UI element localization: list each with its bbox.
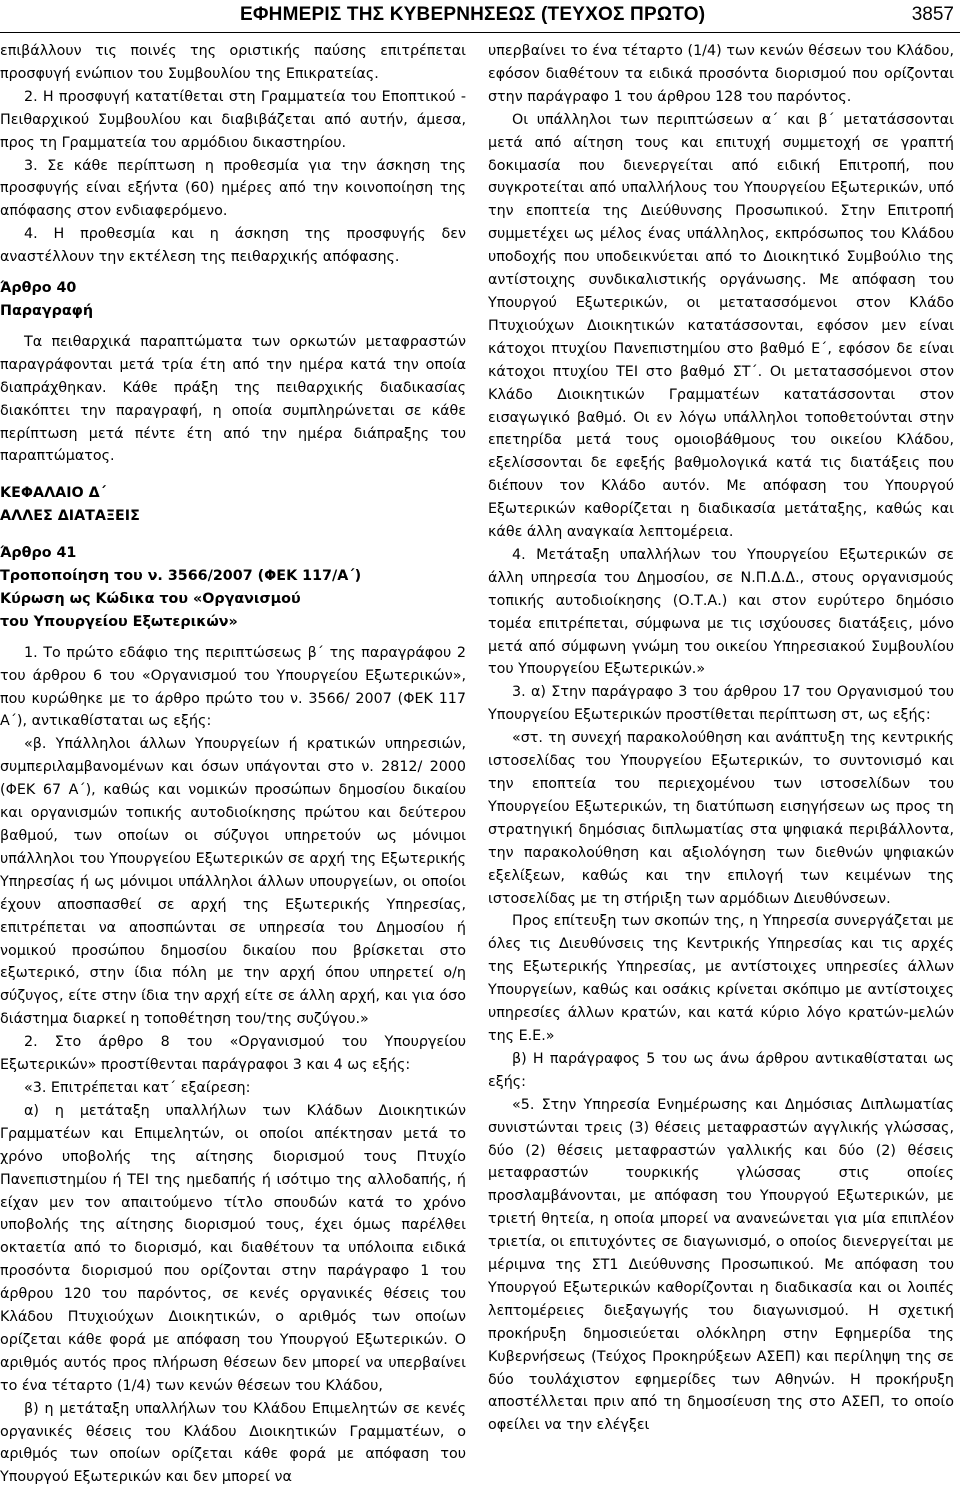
article-40-title: Παραγραφή <box>0 302 93 319</box>
paragraph: Οι υπάλληλοι των περιπτώσεων α΄ και β΄ μετατάσσονται μετά από αίτηση τους και επιτυχή συμμετοχή σε γραπτή δοκιμασία που διενεργείται από ειδική Επιτροπή, που συγκροτείται από υπαλλήλους του Υπουργείου Εξωτερικών, υπό την εποπτεία της Διεύθυνσης Προσωπικού. Στην Επιτροπή συμμετέχει ως μέλος ένας υπάλληλος, εκπρόσωπος του Κλάδου υποδοχής που υποδεικνύεται από το Διοικητικό Συμβούλιο της αντίστοιχης συνδικαλιστικής οργάνωσης. Με απόφαση του Υπουργού Εξωτερικών, οι μετατασσόμενοι στον Κλάδο Πτυχιούχων Διοικητικών κατατάσσονται, εφόσον μεν είναι κάτοχοι πτυχίου Πανεπιστημίου στο βαθμό Ε΄, εφόσον δε είναι κάτοχοι πτυχίου ΤΕΙ στο βαθμό ΣΤ΄. Οι μετατασσόμενοι στον Κλάδο Διοικητικών Γραμματέων κατατάσσονται στον εισαγωγικό βαθμό. Οι εν λόγω υπάλληλοι τοποθετούνται στην επετηρίδα μετά τους ομοιοβάθμους του οικείου Κλάδου, εξελίσσονται δε εφεξής βαθμολογικά κατά τις διατάξεις που διέπουν τον Κλάδο αυτόν. Με απόφαση του Υπουργού Εξωτερικών καθορίζεται η διαδικασία μετάταξης, καθώς και κάθε άλλη αναγκαία λεπτομέρεια. <box>488 111 954 541</box>
article-41-number: Άρθρο 41 <box>0 545 77 562</box>
left-column <box>0 40 466 1489</box>
right-column <box>488 40 954 1437</box>
paragraph: επιβάλλουν τις ποινές της οριστικής παύσης επιτρέπεται προσφυγή ενώπιον του Συμβουλίου της Επικρατείας. <box>0 43 466 82</box>
article-41-title-line-3: του Υπουργείου Εξωτερικών» <box>0 613 238 630</box>
paragraph: «3. Επιτρέπεται κατ΄ εξαίρεση: <box>24 1079 251 1096</box>
paragraph: 4. Η προθεσμία και η άσκηση της προσφυγής δεν αναστέλλουν την εκτέλεση της πειθαρχικής απόφασης. <box>0 226 466 266</box>
paragraph: Προς επίτευξη των σκοπών της, η Υπηρεσία συνεργάζεται με όλες τις Διευθύνσεις της Κεντρικής Υπηρεσίας και τις αρχές της Εξωτερικής Υπηρεσίας, με αντίστοιχες υπηρεσίες άλλων Υπουργείων, καθώς και οσάκις κρίνεται σκόπιμο με αντίστοιχες υπηρεσίες άλλων κρατών, και κατά κύριο λόγο κρατών-μελών της Ε.Ε.» <box>488 913 954 1044</box>
page-number: 3857 <box>911 4 954 25</box>
paragraph: 3. α) Στην παράγραφο 3 του άρθρου 17 του Οργανισμού του Υπουργείου Εξωτερικών προστίθεται περίπτωση στ, ως εξής: <box>488 684 954 724</box>
article-40-number: Άρθρο 40 <box>0 280 77 297</box>
paragraph: «β. Υπάλληλοι άλλων Υπουργείων ή κρατικών υπηρεσιών, συμπεριλαμβανομένων και όσων υπάγονται στο ν. 2812/ 2000 (ΦΕΚ 67 Α΄), καθώς και νομικών προσώπων δημοσίου δικαίου και οργανισμών τοπικής αυτοδιοίκησης πρώτου και δεύτερου βαθμού, των οποίων οι σύζυγοι υπηρετούν ως μόνιμοι υπάλληλοι του Υπουργείου Εξωτερικών σε αρχή της Εξωτερικής Υπηρεσίας ή ως μόνιμοι υπάλληλοι άλλων υπουργείων, οι οποίοι έχουν αποσπασθεί σε αρχή της Εξωτερικής Υπηρεσίας, επιτρέπεται να αποσπώνται σε υπηρεσία του Δημοσίου ή νομικού προσώπου δημοσίου δικαίου που βρίσκεται στο εξωτερικό, στην ίδια πόλη με την αρχή όπου υπηρετεί ο/η σύζυγος, είτε στην ίδια την αρχή είτε σε άλλη αρχή, και για όσο διάστημα διαρκεί η τοποθέτηση του/της συζύγου.» <box>0 736 466 1028</box>
gazette-title: ΕΦΗΜΕΡΙΣ ΤΗΣ ΚΥΒΕΡΝΗΣΕΩΣ (ΤΕΥΧΟΣ ΠΡΩΤΟ) <box>240 4 706 25</box>
paragraph: 2. Η προσφυγή κατατίθεται στη Γραμματεία του Εποπτικού - Πειθαρχικού Συμβουλίου και διαβιβάζεται από αυτήν, άμεσα, προς τη Γραμματεία του αρμόδιου δικαστηρίου. <box>0 88 466 151</box>
paragraph: «5. Στην Υπηρεσία Ενημέρωσης και Δημόσιας Διπλωματίας συνιστώνται τρεις (3) θέσεις μεταφραστών αγγλικής γλώσσας, δύο (2) θέσεις μεταφραστών γαλλικής και δύο (2) θέσεις μεταφραστών τουρκικής γλώσσας στις οποίες προσλαμβάνονται, με απόφαση του Υπουργού Εξωτερικών, με τριετή θητεία, η οποία μπορεί να ανανεώνεται για μία επιπλέον τριετία, οι επιτυχόντες σε διαγωνισμό, ο οποίος διενεργείται με μέριμνα της ΣΤ1 Διεύθυνσης Προσωπικού. Με απόφαση του Υπουργού Εξωτερικών καθορίζονται η διαδικασία και οι λοιπές λεπτομέρειες διεξαγωγής του διαγωνισμού. Η σχετική προκήρυξη δημοσιεύεται ολόκληρη στην Εφημερίδα της Κυβερνήσεως (Τεύχος Προκηρύξεων ΑΣΕΠ) και περίληψη της σε δύο τουλάχιστον εφημερίδες των Αθηνών. Η προκήρυξη αποστέλλεται πριν από τη δημοσίευση της στο ΑΣΕΠ, το οποίο οφείλει να την ελέγξει <box>488 1096 954 1434</box>
page-header <box>0 0 960 40</box>
paragraph: 3. Σε κάθε περίπτωση η προθεσμία για την άσκηση της προσφυγής είναι εξήντα (60) ημέρες από την κοινοποίηση της απόφασης στον ενδιαφερόμενο. <box>0 157 466 220</box>
header-rule <box>0 32 960 33</box>
paragraph: β) η μετάταξη υπαλλήλων του Κλάδου Επιμελητών σε κενές οργανικές θέσεις του Κλάδου Διοικητικών Γραμματέων, ο αριθμός των οποίων ορίζεται κάθε φορά με απόφαση του Υπουργού Εξωτερικών και δεν μπορεί να <box>0 1400 466 1486</box>
article-41-title-line-2: Κύρωση ως Κώδικα του «Οργανισμού <box>0 590 301 607</box>
paragraph: «στ. τη συνεχή παρακολούθηση και ανάπτυξη της κεντρικής ιστοσελίδας του Υπουργείου Εξωτερικών, το συντονισμό και την εποπτεία του περιεχομένου των ιστοσελίδων του Υπουργείου Εξωτερικών, τη διατύπωση εισηγήσεων ως προς τη στρατηγική δημόσιας διπλωματίας στα ψηφιακά περιβάλλοντα, την παρακολούθηση και αξιολόγηση των διεθνών ψηφιακών εξελίξεων, καθώς και την επιλογή των κειμένων της ιστοσελίδας με τη στήριξη των αρμόδιων Διευθύνσεων. <box>488 730 954 907</box>
paragraph: α) η μετάταξη υπαλλήλων των Κλάδων Διοικητικών Γραμματέων και Επιμελητών, οι οποίοι απέκτησαν μετά το χρόνο υποβολής της αίτησης διορισμού τους Πτυχίο Πανεπιστημίου ή ΤΕΙ της ημεδαπής ή ισότιμο της αλλοδαπής, ή είχαν μεν τον απαιτούμενο τίτλο σπουδών κατά το χρόνο υποβολής της αίτησης διορισμού τους, έχει όμως παρέλθει οκταετία από το διορισμό, και διαθέτουν τα υπόλοιπα ειδικά προσόντα διορισμού που ορίζονται στην παράγραφο 1 του άρθρου 120 του παρόντος, σε κενές οργανικές θέσεις του Κλάδου Πτυχιούχων Διοικητικών, ο αριθμός των οποίων ορίζεται κάθε φορά με απόφαση του Υπουργού Εξωτερικών. Ο αριθμός αυτός προς πλήρωση θέσεων δεν μπορεί να υπερβαίνει το ένα τέταρτο (1/4) των κενών θέσεων του Κλάδου, <box>0 1102 466 1394</box>
article-41-title-line-1: Τροποποίηση του ν. 3566/2007 (ΦΕΚ 117/Α΄) <box>0 568 362 585</box>
paragraph: Τα πειθαρχικά παραπτώματα των ορκωτών μεταφραστών παραγράφονται μετά τρία έτη από την ημέρα κατά την οποία διαπράχθηκαν. Κάθε πράξη της πειθαρχικής διαδικασίας διακόπτει την παραγραφή, η οποία συμπληρώνεται σε κάθε περίπτωση μετά πέντε έτη από την ημέρα διάπραξης του παραπτώματος. <box>0 333 466 465</box>
paragraph: 2. Στο άρθρο 8 του «Οργανισμού του Υπουργείου Εξωτερικών» προστίθενται παράγραφοι 3 και 4 ως εξής: <box>0 1034 466 1074</box>
chapter-title: ΑΛΛΕΣ ΔΙΑΤΑΞΕΙΣ <box>0 508 140 525</box>
paragraph: β) Η παράγραφος 5 του ως άνω άρθρου αντικαθίσταται ως εξής: <box>488 1050 954 1090</box>
paragraph: 1. Το πρώτο εδάφιο της περιπτώσεως β΄ της παραγράφου 2 του άρθρου 6 του «Οργανισμού του Υπουργείου Εξωτερικών», που κυρώθηκε με το άρθρο πρώτο του ν. 3566/ 2007 (ΦΕΚ 117 Α΄), αντικαθίσταται ως εξής: <box>0 644 466 730</box>
paragraph: υπερβαίνει το ένα τέταρτο (1/4) των κενών θέσεων του Κλάδου, εφόσον διαθέτουν τα ειδικά προσόντα διορισμού που ορίζονται στην παράγραφο 1 του άρθρου 128 του παρόντος. <box>488 43 954 105</box>
paragraph: 4. Μετάταξη υπαλλήλων του Υπουργείου Εξωτερικών σε άλλη υπηρεσία του Δημοσίου, σε Ν.Π.Δ.Δ., στους οργανισμούς τοπικής αυτοδιοίκησης (Ο.Τ.Α.) και στον ευρύτερο δημόσιο τομέα επιτρέπεται, σύμφωνα με τις ισχύουσες διατάξεις, μόνο μετά από σύμφωνη γνώμη του οικείου Υπηρεσιακού Συμβουλίου του Υπουργείου Εξωτερικών.» <box>488 546 954 678</box>
chapter-number: ΚΕΦΑΛΑΙΟ Δ΄ <box>0 485 107 502</box>
